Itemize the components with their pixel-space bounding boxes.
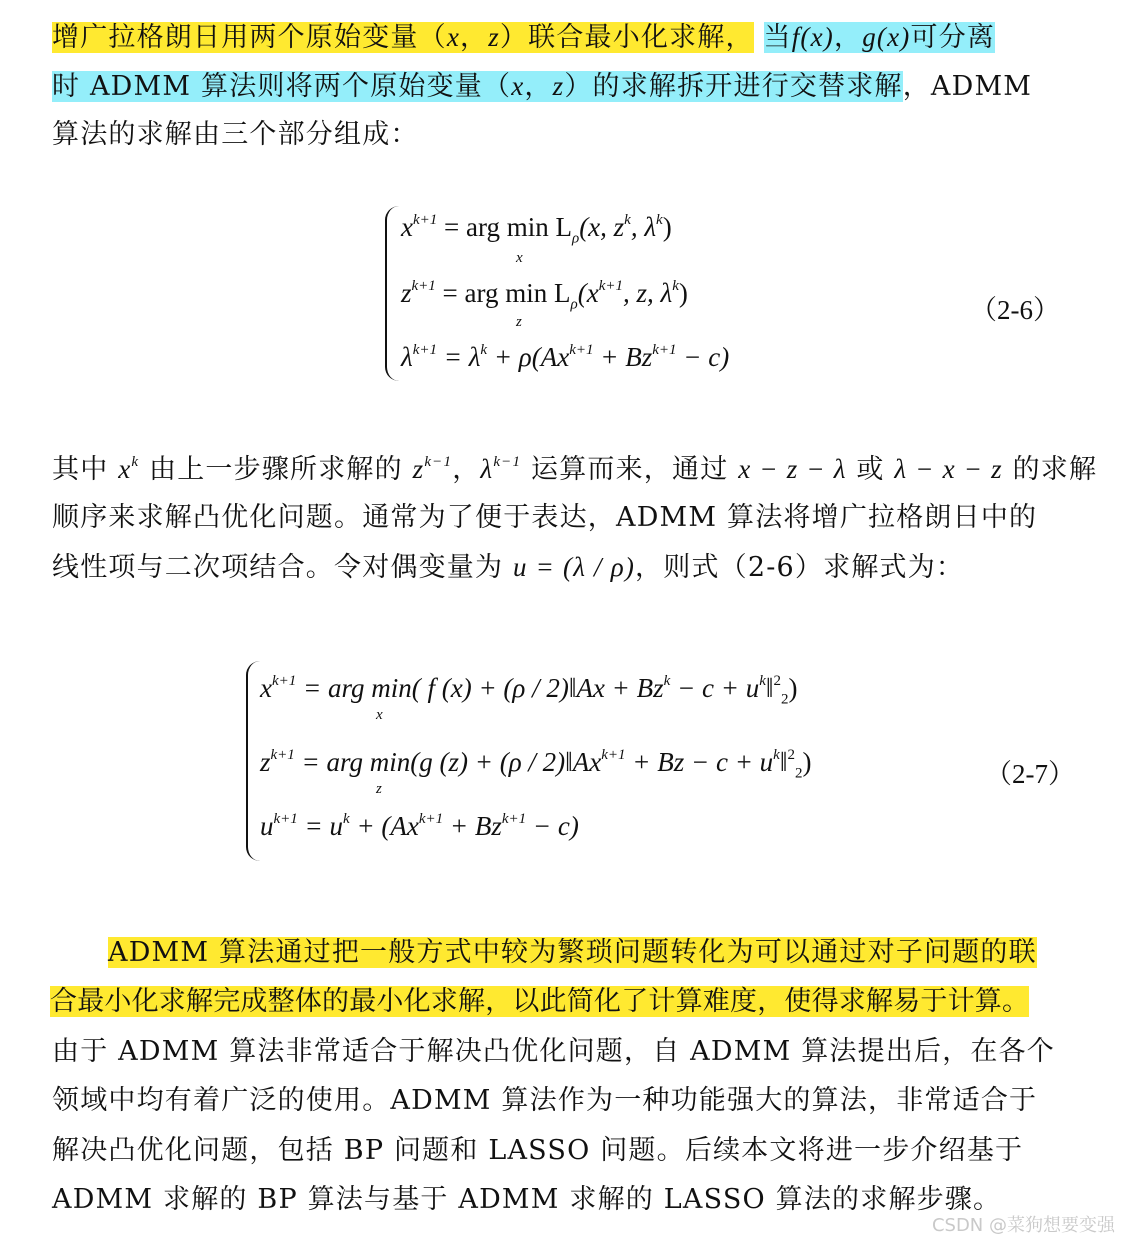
highlight-cyan: 当f(x)，g(x)可分离 [763, 22, 996, 53]
para3-line2 [50, 981, 1029, 1023]
equation-row-x: $x^{k+1}$ = arg $\min L_\rho(x$, $z^k$, $\lambda^k$) [401, 212, 672, 247]
highlight-yellow: 增广拉格朗日用两个原始变量（x，z）联合最小化求解， [52, 22, 754, 53]
watermark: CSDN @菜狗想要变强 [931, 1215, 1115, 1236]
equation-row-u: $u^{k+1} = u^k + (Ax^{k+1} + Bz^{k+1} - c)$ [260, 811, 579, 841]
equation-row-z: $z^{k+1}$ = arg $\min L_\rho(x^{k+1}$, z, $\lambda^k$) [401, 278, 688, 313]
equation-2-7 [246, 655, 966, 870]
para2-line1: 其中 $x^k$ 由上一步骤所求解的 $z^{k-1}$，$\lambda^{k-1}$ 运算而来，通过 x − z − λ 或 λ − x − z 的求解 [52, 454, 1098, 485]
highlight-yellow: ADMM 算法通过把一般方式中较为繁琐问题转化为可以通过对子问题的联 [108, 937, 1037, 968]
highlight-yellow: 合最小化求解完成整体的最小化求解，以此简化了计算难度，使得求解易于计算。 [50, 986, 1030, 1017]
para3-line1 [108, 932, 1037, 974]
under-z: z [376, 781, 382, 797]
para2-line3: 线性项与二次项结合。令对偶变量为 u = (λ / ρ)，则式（2-6）求解式为： [52, 552, 965, 583]
para3-line6: ADMM 求解的 BP 算法与基于 ADMM 求解的 LASSO 算法的求解步骤。 [52, 1184, 1002, 1215]
para3-line4: 领域中均有着广泛的使用。ADMM 算法作为一种功能强大的算法，非常适合于 [52, 1085, 1038, 1116]
para2-line2: 顺序来求解凸优化问题。通常为了便于表达，ADMM 算法将增广拉格朗日中的 [52, 502, 1038, 533]
equation-row-x: $x^{k+1}$ = arg min( f (x) + (ρ / 2)‖Ax + $Bz^k - c$ + $u^k‖^2_2$) [260, 673, 798, 708]
para3-line5: 解决凸优化问题，包括 BP 问题和 LASSO 问题。后续本文将进一步介绍基于 [52, 1135, 1024, 1166]
para1-line1 [52, 16, 995, 59]
para1-line3: 算法的求解由三个部分组成： [52, 119, 419, 150]
under-x: x [376, 707, 383, 723]
equation-row-lambda: $\lambda^{k+1} = \lambda^k + \rho(Ax^{k+1} + Bz^{k+1} - c)$ [401, 342, 730, 372]
equation-label-2-7: （2-7） [985, 759, 1075, 789]
highlight-cyan: 时 ADMM 算法则将两个原始变量（x，z）的求解拆开进行交替求解 [52, 71, 903, 102]
left-brace [385, 206, 401, 381]
equation-row-z: $z^{k+1}$ = arg min(g $(z) + (\rho / 2)‖Ax^{k+1} + Bz - c$ + $u^k‖^2_2$) [260, 747, 812, 782]
para1-line2: 时 ADMM 算法则将两个原始变量（x，z）的求解拆开进行交替求解，ADMM [52, 71, 1033, 102]
under-z: z [516, 314, 522, 330]
para3-line3: 由于 ADMM 算法非常适合于解决凸优化问题，自 ADMM 算法提出后，在各个 [52, 1036, 1056, 1067]
under-x: x [516, 250, 523, 266]
equation-label-2-6: （2-6） [970, 295, 1060, 325]
